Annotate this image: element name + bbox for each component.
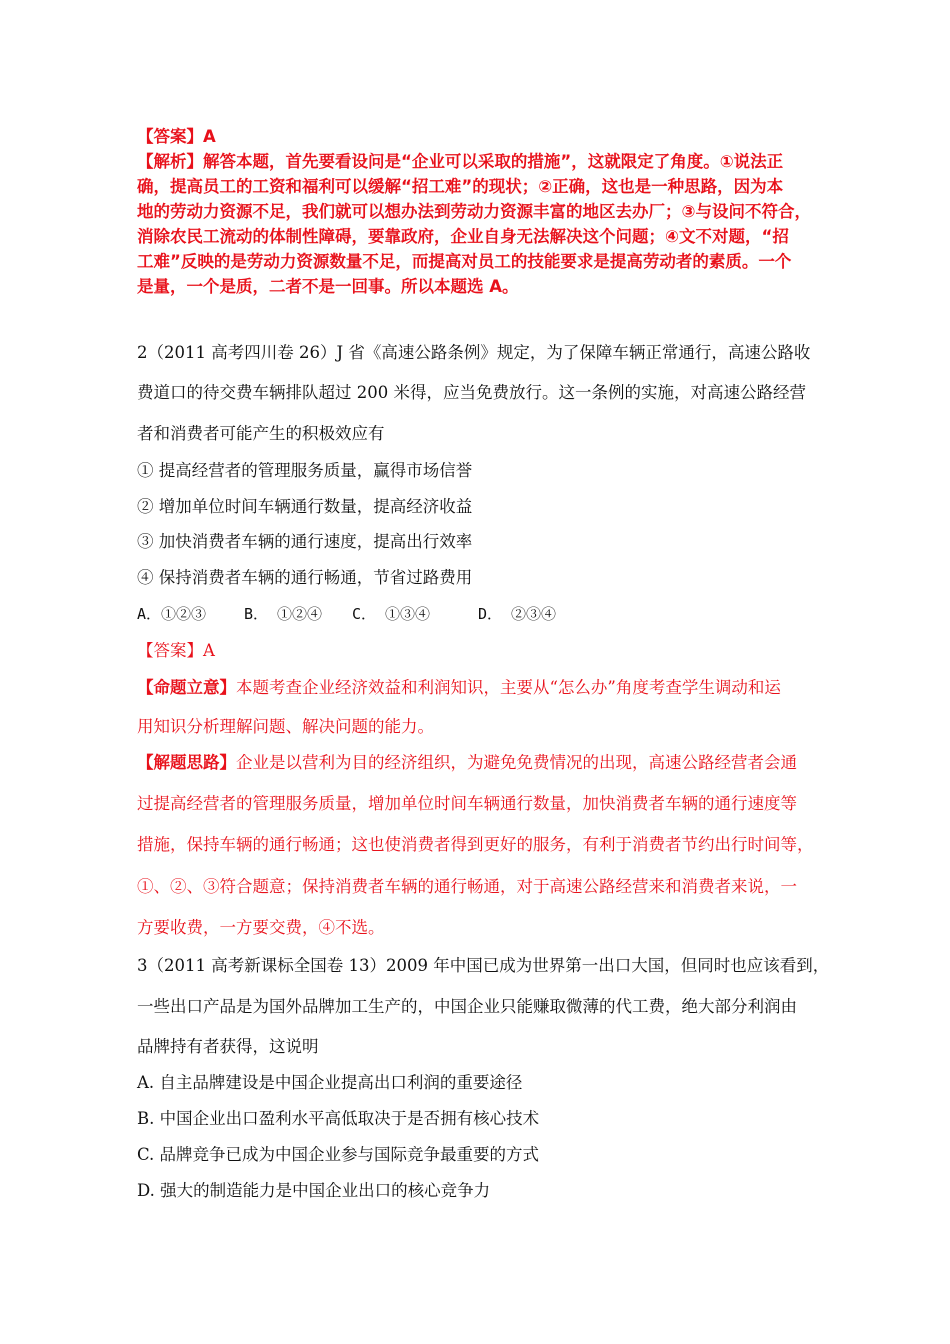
q2-item-4: ④ 保持消费者车辆的通行畅通，节省过路费用 xyxy=(137,568,473,587)
q1-analysis-line-2: 确，提高员工的工资和福利可以缓解“招工难”的现状；②正确，这也是一种思路，因为本 xyxy=(137,177,784,196)
q1-answer-label: 【答案】 xyxy=(137,127,203,146)
q2-options xyxy=(137,603,556,625)
q3-option-c: C. 品牌竞争已成为中国企业参与国际竞争最重要的方式 xyxy=(137,1145,540,1164)
q2-answer-line xyxy=(137,640,215,662)
q2-thinking-line-5: 方要收费，一方要交费，④不选。 xyxy=(137,918,385,937)
q2-thinking-line-3: 措施，保持车辆的通行畅通；这也使消费者得到更好的服务，有利于消费者节约出行时间等， xyxy=(137,835,814,854)
q1-analysis-line-5: 工难”反映的是劳动力资源数量不足，而提高对员工的技能要求是提高劳动者的素质。一个 xyxy=(137,252,792,271)
q2-item-3: ③ 加快消费者车辆的通行速度，提高出行效率 xyxy=(137,532,473,551)
q2-option-a: A．①②③ xyxy=(137,605,207,623)
q1-analysis-label: 【解析】 xyxy=(137,152,203,171)
q2-thinking-line-4: ①、②、③符合题意；保持消费者车辆的通行畅通，对于高速公路经营来和消费者来说，一 xyxy=(137,877,797,896)
q2-thinking-line-2: 过提高经营者的管理服务质量，增加单位时间车辆通行数量，加快消费者车辆的通行速度等 xyxy=(137,794,797,813)
q2-stem-line-1: 2（2011 高考四川卷 26）J 省《高速公路条例》规定，为了保障车辆正常通行，高速公路收 xyxy=(137,343,811,362)
q2-intent-label: 【命题立意】 xyxy=(137,678,236,697)
q2-stem-line-2: 费道口的待交费车辆排队超过 200 米得，应当免费放行。这一条例的实施，对高速公路经营 xyxy=(137,383,806,402)
q3-option-b: B. 中国企业出口盈利水平高低取决于是否拥有核心技术 xyxy=(137,1109,540,1128)
q2-option-b: B． ①②④ xyxy=(244,605,323,623)
q2-option-d: D． ②③④ xyxy=(478,605,557,623)
q1-analysis-line-6: 是量，一个是质，二者不是一回事。所以本题选 A。 xyxy=(137,277,519,296)
q3-stem-line-1: 3（2011 高考新课标全国卷 13）2009 年中国已成为世界第一出口大国，但同时也应该看到， xyxy=(137,956,830,975)
q2-intent-line-2: 用知识分析理解问题、解决问题的能力。 xyxy=(137,717,434,736)
q2-thinking-line-1: 【解题思路】企业是以营利为目的经济组织，为避免免费情况的出现，高速公路经营者会通 xyxy=(137,753,797,772)
q1-answer-line xyxy=(137,124,827,149)
q2-item-2: ② 增加单位时间车辆通行数量，提高经济收益 xyxy=(137,497,473,516)
q2-stem-line-3: 者和消费者可能产生的积极效应有 xyxy=(137,424,385,443)
q1-analysis-line-1: 【解析】解答本题，首先要看设问是“企业可以采取的措施”，这就限定了角度。①说法正 xyxy=(137,152,784,171)
q2-intent-line-1: 【命题立意】本题考查企业经济效益和利润知识，主要从“怎么办”角度考查学生调动和运 xyxy=(137,678,781,697)
q3-stem-line-3: 品牌持有者获得，这说明 xyxy=(137,1037,319,1056)
q1-analysis-line-4: 消除农民工流动的体制性障碍，要靠政府，企业自身无法解决这个问题；④文不对题，“招 xyxy=(137,227,789,246)
q2-item-1: ① 提高经营者的管理服务质量，赢得市场信誉 xyxy=(137,461,473,480)
q2-answer-label: 【答案】 xyxy=(137,641,203,660)
q3-option-d: D. 强大的制造能力是中国企业出口的核心竞争力 xyxy=(137,1181,491,1200)
q3-stem-line-2: 一些出口产品是为国外品牌加工生产的，中国企业只能赚取微薄的代工费，绝大部分利润由 xyxy=(137,997,797,1016)
q1-answer-block xyxy=(137,124,827,299)
q2-option-c: C． ①③④ xyxy=(352,605,431,623)
q1-analysis-line-3: 地的劳动力资源不足，我们就可以想办法到劳动力资源丰富的地区去办厂；③与设问不符合， xyxy=(137,202,811,221)
q2-answer-value: A xyxy=(203,641,215,660)
q2-thinking-label: 【解题思路】 xyxy=(137,753,236,772)
q3-option-a: A. 自主品牌建设是中国企业提高出口利润的重要途径 xyxy=(137,1073,523,1092)
q1-answer-value: A xyxy=(203,127,216,146)
